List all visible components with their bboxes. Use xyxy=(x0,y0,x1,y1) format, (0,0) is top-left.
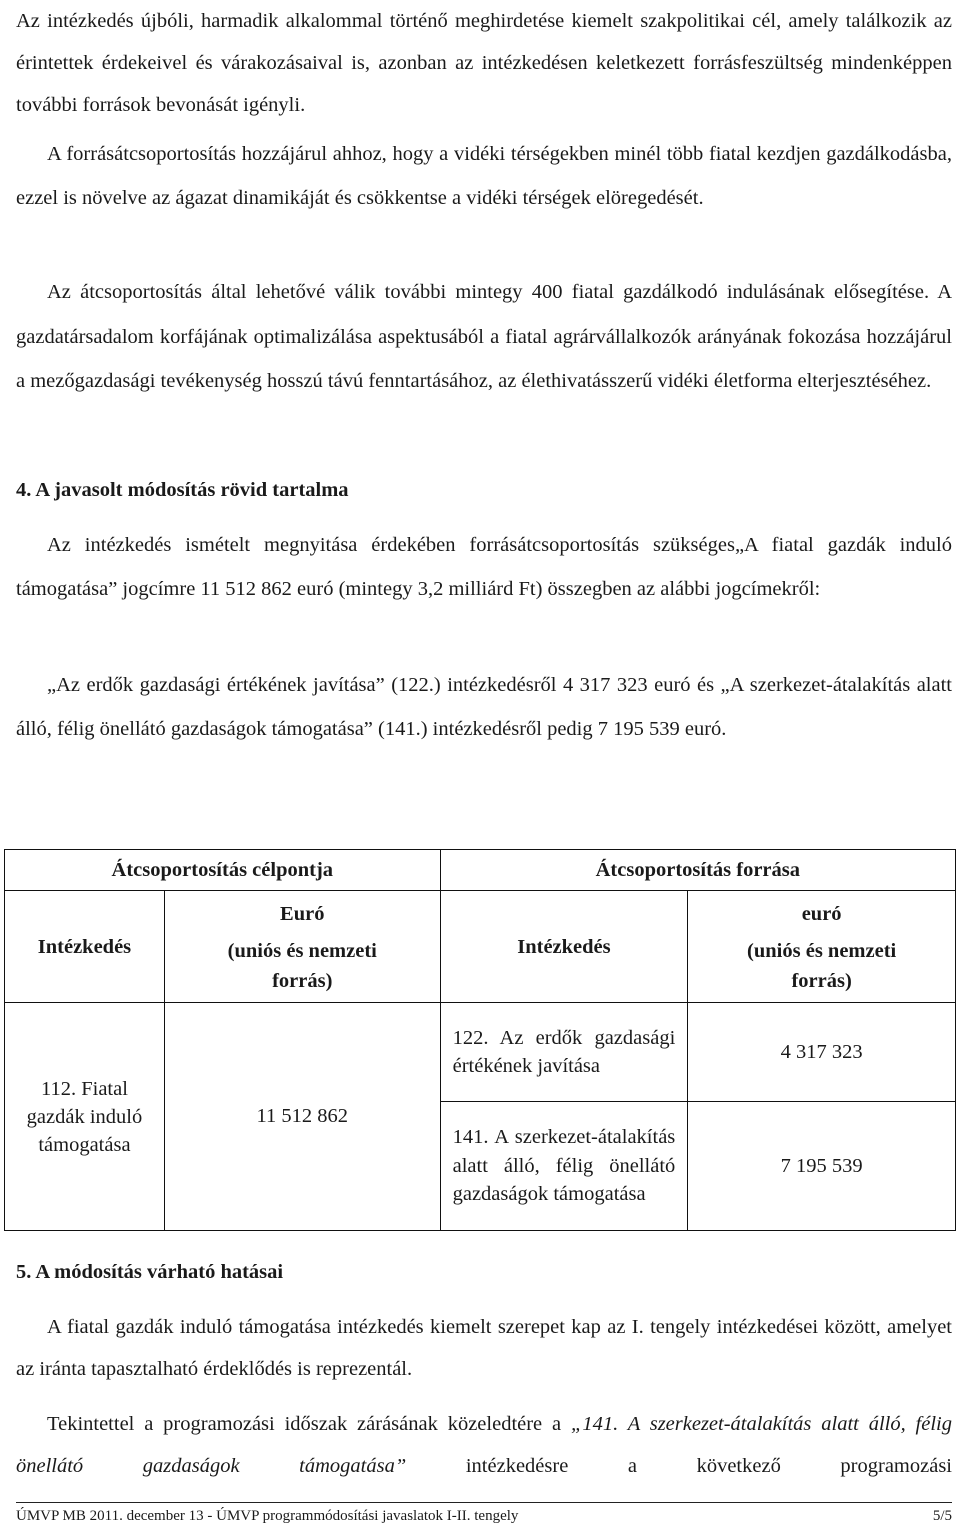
col-header-target-euro-note: (uniós és nemzeti forrás) xyxy=(227,939,377,992)
col-header-target-euro-label: Euró xyxy=(280,902,325,925)
table-header-row xyxy=(5,850,956,891)
p7-text-after: intézkedésre a következő programozási xyxy=(406,1455,952,1477)
paragraph-reallocation-amount: Az intézkedés ismételt megnyitása érdekében forrásátcsoportosítás szükséges„A fiatal gazdák induló támogatása” jogcímre 11 512 862 euró (mintegy 3,2 milliárd Ft) összegben az alábbi jogcímekről: xyxy=(16,534,952,600)
source-1-measure-text: 122. Az erdők gazdasági értékének javítása xyxy=(452,1026,676,1077)
paragraph-expected-effects: A fiatal gazdák induló támogatása intézkedés kiemelt szerepet kap az I. tengely intézkedései között, amelyet az iránta tapasztalható érdeklődés is reprezentál. xyxy=(16,1316,952,1380)
col-header-source-euro-note: (uniós és nemzeti forrás) xyxy=(747,939,897,992)
paragraph-source-measures: „Az erdők gazdasági értékének javítása” (122.) intézkedésről 4 317 323 euró és „A szerkezet-átalakítás alatt álló, félig önellátó gazdaságok támogatása” (141.) intézkedésről pedig 7 195 539 euró. xyxy=(16,674,952,740)
paragraph-intro: Az intézkedés újbóli, harmadik alkalommal történő meghirdetése kiemelt szakpolitikai cél, amely találkozik az érintettek érdekeivel és várakozásaival is, azonban az intézkedésen keletkezett forrásfeszültség mindenképpen további források bevonását igényli. xyxy=(16,10,952,116)
target-measure-text: 112. Fiatal gazdák induló támogatása xyxy=(26,1077,143,1156)
paragraph-reallocation-benefit: A forrásátcsoportosítás hozzájárul ahhoz, hogy a vidéki térségekben minél több fiatal kezdjen gazdálkodásba, ezzel is növelve az ágazat dinamikáját és csökkentse a vidéki térségek elöregedését. xyxy=(16,143,952,209)
col-header-target-measure-label: Intézkedés xyxy=(37,935,132,958)
col-header-source-euro xyxy=(688,891,956,1003)
col-header-target-measure xyxy=(5,891,165,1003)
section-heading-5: 5. A módosítás várható hatásai xyxy=(16,1261,284,1283)
page-footer xyxy=(16,1506,952,1526)
reallocation-table xyxy=(4,849,956,1231)
source-2-measure-text: 141. A szerkezet-átalakítás alatt álló, félig önellátó gazdaságok támogatása xyxy=(452,1126,676,1206)
table-header-source: Átcsoportosítás forrása xyxy=(440,850,955,891)
col-header-source-measure-label: Intézkedés xyxy=(517,935,611,958)
col-header-source-euro-label: euró xyxy=(801,902,842,925)
cell-source-1-measure xyxy=(440,1003,688,1102)
table-header-target: Átcsoportosítás célpontja xyxy=(5,850,441,891)
cell-source-2-measure xyxy=(440,1102,688,1231)
section-heading-4: 4. A javasolt módosítás rövid tartalma xyxy=(16,479,349,501)
paragraph-young-farmers: Az átcsoportosítás által lehetővé válik további mintegy 400 fiatal gazdálkodó indulásának elősegítése. A gazdatársadalom korfájának optimalizálása aspektusából a fiatal agrárvállalkozók arányának fokozása hozzájárul a mezőgazdasági tevékenység hosszú távú fenntartásához, az élethivatásszerű vidéki életforma elterjesztéséhez. xyxy=(16,281,952,392)
cell-source-1-amount: 4 317 323 xyxy=(688,1003,956,1102)
col-header-source-measure xyxy=(440,891,688,1003)
footer-document-title: ÚMVP MB 2011. december 13 - ÚMVP programmódosítási javaslatok I-II. tengely xyxy=(16,1508,519,1524)
p7-text-before: Tekintettel a programozási időszak zárásának közeledtére a xyxy=(47,1413,571,1435)
table-row-source-1 xyxy=(5,1003,956,1102)
footer-divider xyxy=(16,1502,952,1503)
p7-italic-measure: „141. A szerkezet-átalakítás alatt álló, félig önellátó gazdaságok támogatása” xyxy=(16,1413,952,1477)
table-subheader-row xyxy=(5,891,956,1003)
paragraph-programming-period xyxy=(16,1403,952,1487)
cell-target-measure xyxy=(5,1003,165,1231)
cell-source-2-amount: 7 195 539 xyxy=(688,1102,956,1231)
footer-page-number: 5/5 xyxy=(932,1508,952,1524)
col-header-target-euro xyxy=(164,891,440,1003)
cell-target-amount: 11 512 862 xyxy=(164,1003,440,1231)
